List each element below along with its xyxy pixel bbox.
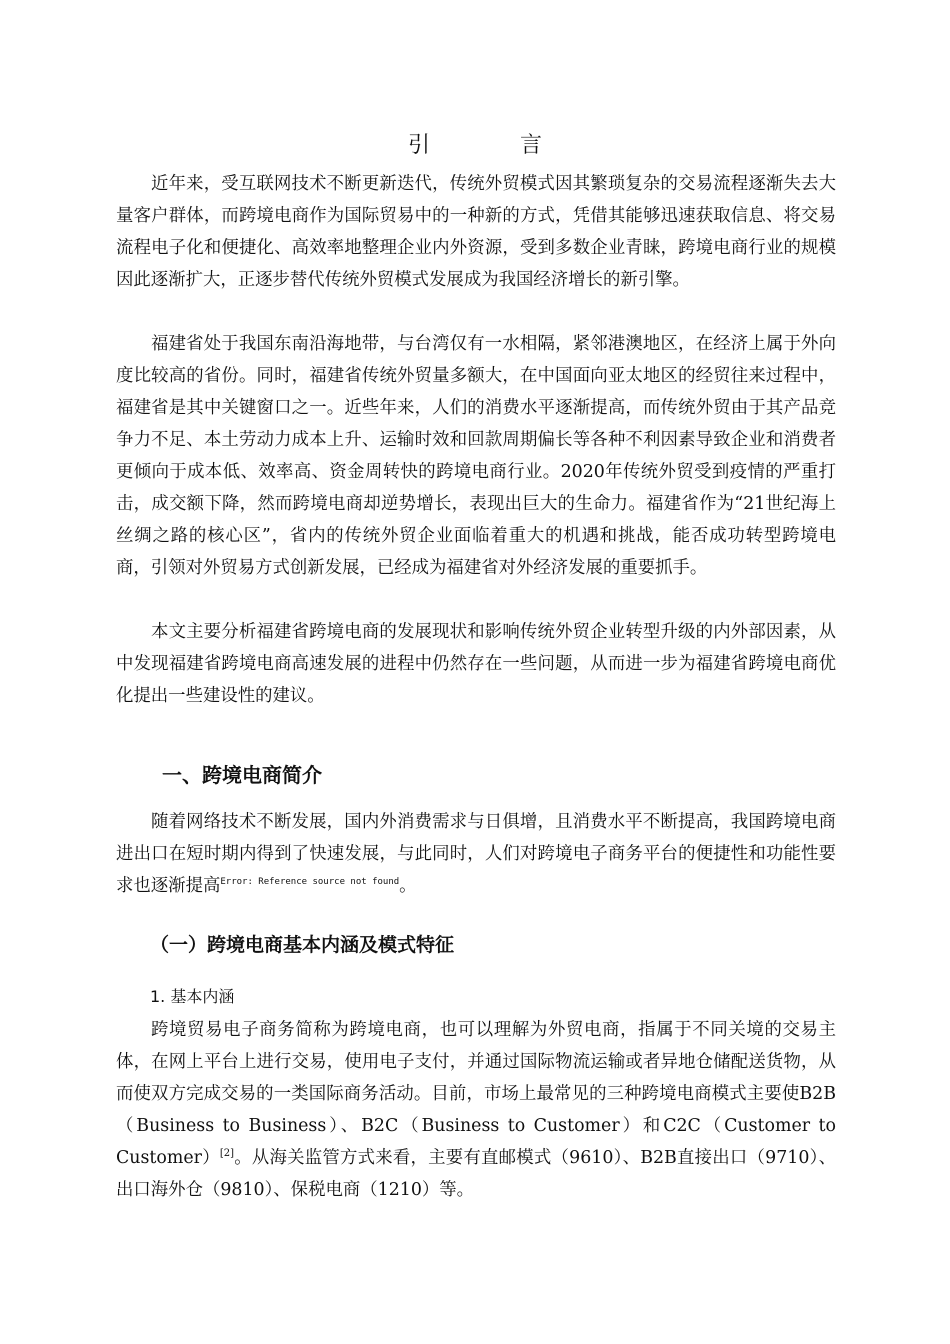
intro-paragraph-1: 近年来，受互联网技术不断更新迭代，传统外贸模式因其繁琐复杂的交易流程逐渐失去大量客户群体，而跨境电商作为国际贸易中的一种新的方式，凭借其能够迅速获取信息、将交易流程电子化和便捷化、高效率地整理企业内外资源，受到多数企业青睐，跨境电商行业的规模因此逐渐扩大，正逐步替代传统外贸模式发展成为我国经济增长的新引擎。 [116, 174, 836, 290]
citation-marker: [2] [219, 1148, 235, 1160]
intro-paragraph-2: 福建省处于我国东南沿海地带，与台湾仅有一水相隔，紧邻港澳地区，在经济上属于外向度比较高的省份。同时，福建省传统外贸量多额大，在中国面向亚太地区的经贸往来过程中，福建省是其中关键窗口之一。近些年来，人们的消费水平逐渐提高，而传统外贸由于其产品竞争力不足、本土劳动力成本上升、运输时效和回款周期偏长等各种不利因素导致企业和消费者更倾向于成本低、效率高、资金周转快的跨境电商行业。2020年传统外贸受到疫情的严重打击，成交额下降，然而跨境电商却逆势增长，表现出巨大的生命力。福建省作为“21世纪海上丝绸之路的核心区”，省内的传统外贸企业面临着重大的机遇和挑战，能否成功转型跨境电商，引领对外贸易方式创新发展，已经成为福建省对外经济发展的重要抓手。 [116, 334, 836, 578]
item-paragraph-text: 跨境贸易电子商务简称为跨境电商，也可以理解为外贸电商，指属于不同关境的交易主体，在网上平台上进行交易，使用电子支付，并通过国际物流运输或者异地仓储配送货物，从而使双方完成交易的一类国际商务活动。目前，市场上最常见的三种跨境电商模式主要使B2B（Business to Business）、B2C（Business to Customer）和C2C（Customer to Customer） [116, 1020, 836, 1168]
page-title: 引 言 [407, 133, 576, 158]
section-paragraph-text: 随着网络技术不断发展，国内外消费需求与日俱增，且消费水平不断提高，我国跨境电商进出口在短时期内得到了快速发展，与此同时，人们对跨境电子商务平台的便捷性和功能性要求也逐渐提高 [116, 812, 836, 896]
item-heading: 1. 基本内涵 [150, 987, 235, 1006]
intro-paragraph-3: 本文主要分析福建省跨境电商的发展现状和影响传统外贸企业转型升级的内外部因素，从中发现福建省跨境电商高速发展的进程中仍然存在一些问题，从而进一步为福建省跨境电商优化提出一些建设性的建议。 [116, 622, 836, 706]
item-paragraph [116, 1014, 836, 1206]
section-heading: 一、跨境电商简介 [162, 763, 322, 787]
reference-error: Error: Reference source not found [220, 877, 400, 888]
item-paragraph-tail: 。从海关监管方式来看，主要有直邮模式（9610）、B2B直接出口（9710）、出口海外仓（9810）、保税电商（1210）等。 [116, 1148, 836, 1200]
subsection-heading: （一）跨境电商基本内涵及模式特征 [150, 934, 455, 956]
section-paragraph-end: 。 [399, 876, 417, 896]
section-paragraph [116, 806, 836, 902]
